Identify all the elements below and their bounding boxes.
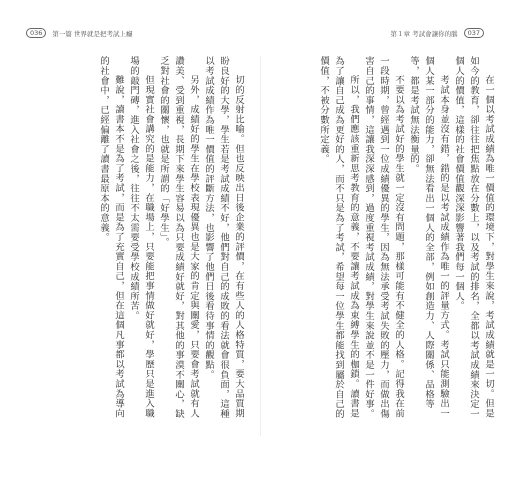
left-page-header [26, 28, 133, 38]
paragraph: 在一個以考試成績為唯一價值的環境下，對學生來說，考試成績就是一切。但是如今的教育，卻往往把焦點放在分數上，以及考試的排名，全都以考試成績來決定一個人的價值，這樣的社會價值觀深深影響著我們每一個人。 [453, 56, 494, 419]
left-page [22, 29, 248, 436]
paragraph: 難說，讀書本不是為了考試，而是為了充實自己，但在這個凡事都以考試為導向的社會中，已經偏離了讀書最原本的意義。 [98, 56, 124, 418]
paragraph: 所以，我們應該重新思考教育的意義，不要讓考試成為束縛學生的枷鎖。讀書是為了讓自己成為更好的人，而不只是為了考試，希望每一位學生都能找到屬於自己的價值，不被分數所定義。 [318, 56, 359, 419]
left-page-body [24, 56, 246, 426]
paragraph: 考試本身並沒有錯，錯的是以考試成績作為唯一的評量方式。考試只能測驗出一個人某一部分的能力，卻無法看出一個人的全部，例如創造力、人際關係、品格等等，都是考試無法衡量的。 [408, 56, 449, 418]
paragraph: 另外，成績好的學生在學校表現優異也是大家的肯定與關愛，只要會考試就有人讚美、受到重視，長期下來學生容易以為只要成績好就好，對其他的事漠不關心，缺乏對社會的關懷，也就是所謂的「好學生」。 [158, 56, 199, 419]
paragraph: 切的反射比喻。但也反映出日後企業的評價，在有些人的人格特質，要大品質期盼良好的大學，學生若是考試成績不好，他們對自己的成敗的看法就會很負面，這種以考試成績作為唯一價值的評斷方法，也影響了他們日後看待事情的觀點。 [203, 56, 244, 419]
right-page [272, 29, 498, 436]
right-page-header [391, 28, 485, 38]
left-running-head: 第一篇 世界就是把考試上癮 [52, 29, 133, 38]
left-page-number: 036 [26, 28, 46, 38]
book-gutter [260, 56, 261, 436]
right-running-head: 第１章 考試會讓你的腦 [390, 29, 458, 38]
right-page-body [274, 56, 496, 426]
paragraph: 但現實社會講究的是能力，在職場上，只要能把事情做好就好，學歷只是進入職場的敲門磚，進入社會之後，往往不太需要受學校成績所苦。 [128, 56, 154, 418]
paragraph: 不要以為考試好的學生就一定沒有問題，那樣可能有不健全的人格。記得我在前一段時期，曾經遇到一位成績優異的學生，因為無法承受考試失敗的壓力，而做出傷害自己的事情，這讓我深深感到，過度重視考試成績，對學生來說並不是一件好事。 [363, 56, 404, 419]
right-page-number: 037 [464, 28, 484, 38]
book-spread [22, 29, 498, 436]
